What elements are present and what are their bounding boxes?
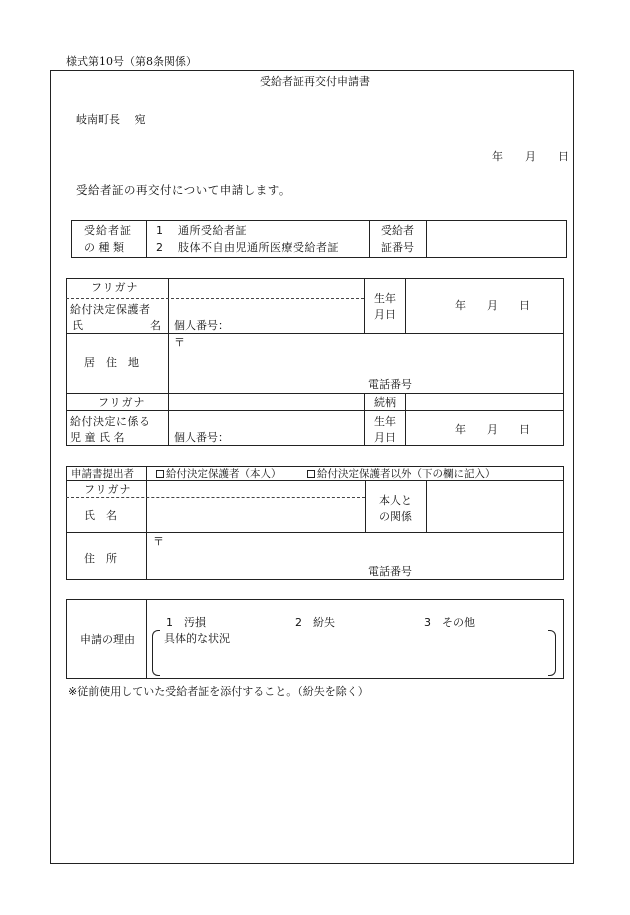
- submitter-furigana-label: フリガナ: [84, 483, 132, 496]
- detail-label: 具体的な状況: [164, 632, 230, 645]
- submitter-postal-mark: 〒: [153, 535, 164, 548]
- relation-label: 続柄: [374, 396, 396, 409]
- submitter-header: 申請書提出者: [71, 468, 134, 480]
- submitter-address-field[interactable]: [147, 533, 563, 579]
- submitter-option-self[interactable]: [156, 469, 282, 480]
- child-name-label-2: 児 童 氏 名: [70, 431, 125, 444]
- reason-option-soiled[interactable]: 1 汚損: [166, 616, 206, 629]
- guardian-personal-no-label: 個人番号：: [174, 319, 229, 332]
- addressee: 岐南町長 宛: [76, 113, 146, 126]
- submitter-name-field[interactable]: [147, 498, 364, 531]
- child-personal-no-label: 個人番号：: [174, 431, 229, 444]
- kind-opt2-text: 肢体不自由児通所医療受給者証: [178, 241, 339, 254]
- guardian-birth-day: 日: [519, 299, 530, 312]
- guardian-name-label-2b: 名: [150, 319, 161, 332]
- residence-phone-label: 電話番号: [368, 378, 412, 391]
- submitter-option-other[interactable]: [307, 469, 496, 480]
- submitter-name-label: 氏 名: [84, 509, 117, 522]
- form-number: 様式第10号（第8条関係）: [66, 55, 197, 68]
- guardian-furigana-field[interactable]: [169, 279, 363, 297]
- relation-field[interactable]: [406, 394, 563, 409]
- child-birth-label-1: 生年: [374, 415, 396, 428]
- reason-option-other[interactable]: 3 その他: [424, 616, 475, 629]
- child-birth-year: 年: [455, 423, 466, 436]
- residence-field[interactable]: [169, 334, 563, 392]
- residence-label: 居 住 地: [84, 356, 139, 369]
- child-furigana-label: フリガナ: [98, 396, 146, 409]
- date-month: 月: [525, 150, 536, 163]
- cert-label-1: 受給者: [381, 224, 414, 237]
- checkbox-self[interactable]: [156, 470, 164, 478]
- guardian-birth-month: 月: [487, 299, 498, 312]
- checkbox-other[interactable]: [307, 470, 315, 478]
- child-name-field[interactable]: [169, 411, 363, 445]
- submitter-option-self-label: 給付決定保護者（本人）: [166, 468, 282, 480]
- child-birth-month: 月: [487, 423, 498, 436]
- submitter-relation-label-1: 本人と: [379, 494, 412, 507]
- kind-opt1-num: 1: [156, 224, 163, 237]
- detail-bracket-right: [548, 630, 556, 676]
- guardian-birth-label-1: 生年: [374, 292, 396, 305]
- date-day: 日: [558, 150, 569, 163]
- submitter-relation-label-2: の関係: [379, 510, 412, 523]
- cert-label-2: 証番号: [381, 241, 414, 254]
- residence-postal-mark: 〒: [174, 336, 185, 349]
- footnote: ※従前使用していた受給者証を添付すること。（紛失を除く）: [68, 685, 369, 698]
- kind-opt2-num: 2: [156, 241, 163, 254]
- child-birth-day: 日: [519, 423, 530, 436]
- kind-label-2: の 種 類: [84, 241, 124, 254]
- guardian-furigana-label: フリガナ: [91, 281, 139, 294]
- detail-field[interactable]: [164, 646, 544, 674]
- submitter-option-other-label: 給付決定保護者以外（下の欄に記入）: [317, 468, 496, 480]
- child-birth-label-2: 月日: [374, 431, 396, 444]
- form-title: 受給者証再交付申請書: [260, 75, 370, 88]
- guardian-birth-year: 年: [455, 299, 466, 312]
- reason-label: 申請の理由: [80, 633, 135, 646]
- submitter-address-label: 住 所: [84, 552, 117, 565]
- detail-bracket-left: [152, 630, 160, 676]
- guardian-name-field[interactable]: [169, 300, 363, 332]
- kind-label-1: 受給者証: [84, 224, 132, 237]
- cert-number-field[interactable]: [427, 221, 566, 257]
- kind-opt1-text: 通所受給者証: [178, 224, 247, 237]
- guardian-name-label-2a: 氏: [72, 319, 83, 332]
- submitter-phone-label: 電話番号: [368, 565, 412, 578]
- date-year: 年: [492, 150, 503, 163]
- guardian-name-label-1: 給付決定保護者: [70, 303, 151, 316]
- reason-option-lost[interactable]: 2 紛失: [295, 616, 335, 629]
- submitter-relation-field[interactable]: [427, 481, 563, 531]
- intro-text: 受給者証の再交付について申請します。: [76, 183, 291, 197]
- submitter-furigana-field[interactable]: [147, 481, 364, 496]
- guardian-birth-label-2: 月日: [374, 308, 396, 321]
- child-furigana-field[interactable]: [169, 394, 363, 409]
- child-name-label-1: 給付決定に係る: [70, 415, 151, 428]
